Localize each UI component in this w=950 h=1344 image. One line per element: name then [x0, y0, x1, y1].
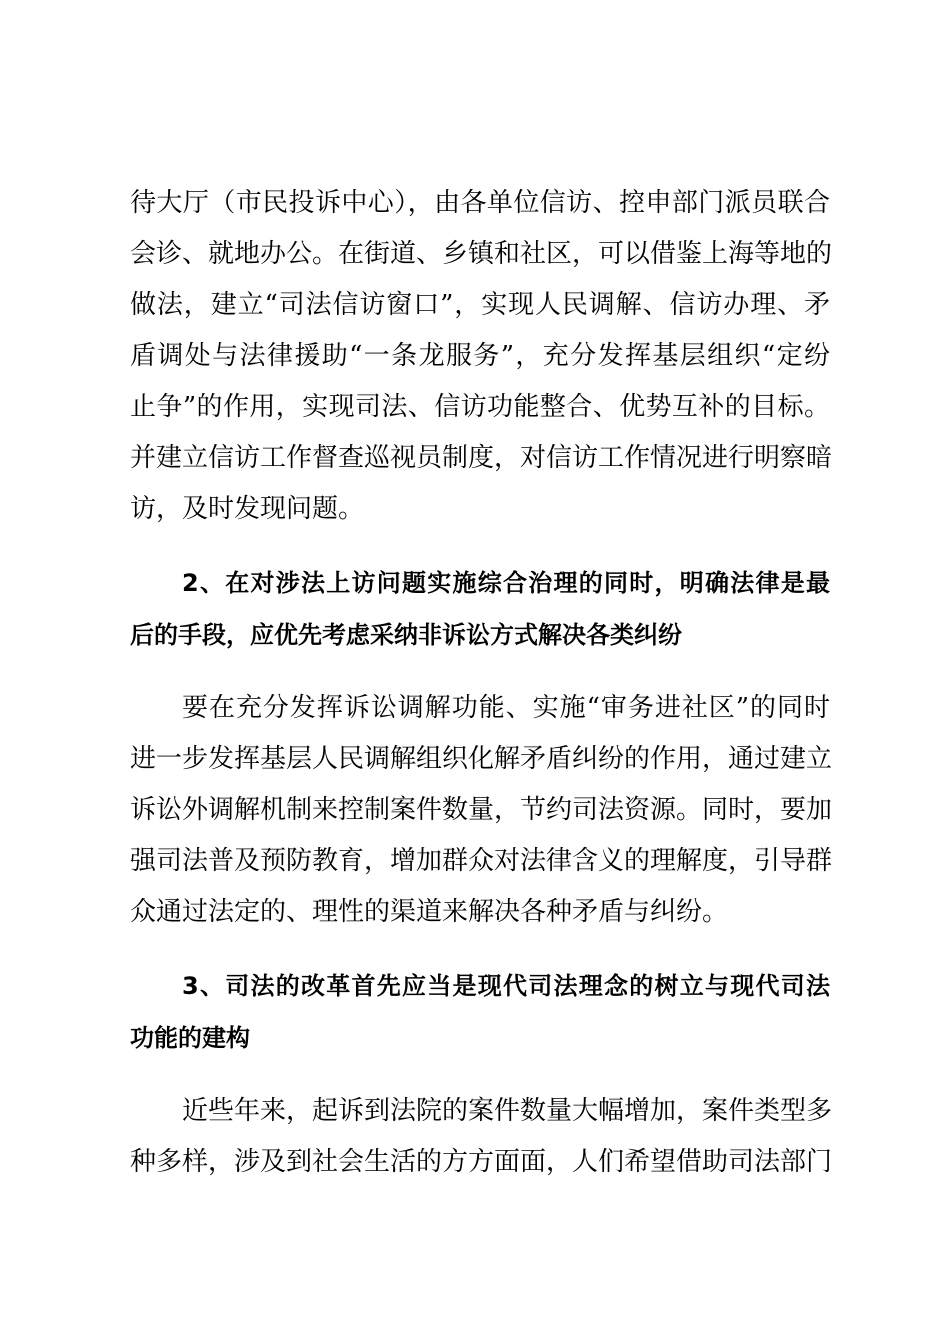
text-line: 待大厅（市民投诉中心），由各单位信访、控申部门派员联合 — [130, 188, 830, 218]
paragraph-section-2 — [130, 683, 833, 938]
text-line: 访，及时发现问题。 — [130, 494, 365, 524]
paragraph-continued — [130, 178, 833, 535]
text-line: 诉讼外调解机制来控制案件数量，节约司法资源。同时，要加 — [130, 795, 833, 825]
document-body — [130, 178, 833, 1188]
text-line: 要在充分发挥诉讼调解功能、实施“审务进社区”的同时 — [182, 693, 830, 723]
section-heading-3 — [130, 960, 830, 1064]
text-line: 强司法普及预防教育，增加群众对法律含义的理解度，引导群 — [130, 846, 833, 876]
text-line: 进一步发挥基层人民调解组织化解矛盾纠纷的作用，通过建立 — [130, 744, 833, 774]
heading-line: 功能的建构 — [130, 1024, 250, 1052]
section-heading-2 — [130, 557, 830, 661]
text-line: 近些年来，起诉到法院的案件数量大幅增加，案件类型多 — [182, 1096, 833, 1126]
text-line: 做法，建立“司法信访窗口”，实现人民调解、信访办理、矛 — [130, 290, 830, 320]
text-line: 并建立信访工作督查巡视员制度，对信访工作情况进行明察暗 — [130, 443, 833, 473]
text-line: 众通过法定的、理性的渠道来解决各种矛盾与纠纷。 — [130, 897, 729, 927]
paragraph-section-3 — [130, 1086, 833, 1188]
heading-line: 3、司法的改革首先应当是现代司法理念的树立与现代司法 — [182, 972, 830, 1000]
text-line: 盾调处与法律援助“一条龙服务”，充分发挥基层组织“定纷 — [130, 341, 830, 371]
text-line: 会诊、就地办公。在街道、乡镇和社区，可以借鉴上海等地的 — [130, 239, 833, 269]
heading-line: 后的手段，应优先考虑采纳非诉讼方式解决各类纠纷 — [130, 621, 682, 649]
heading-line: 2、在对涉法上访问题实施综合治理的同时，明确法律是最 — [182, 569, 830, 597]
text-line: 种多样，涉及到社会生活的方方面面，人们希望借助司法部门 — [130, 1147, 833, 1177]
text-line: 止争”的作用，实现司法、信访功能整合、优势互补的目标。 — [130, 392, 830, 422]
